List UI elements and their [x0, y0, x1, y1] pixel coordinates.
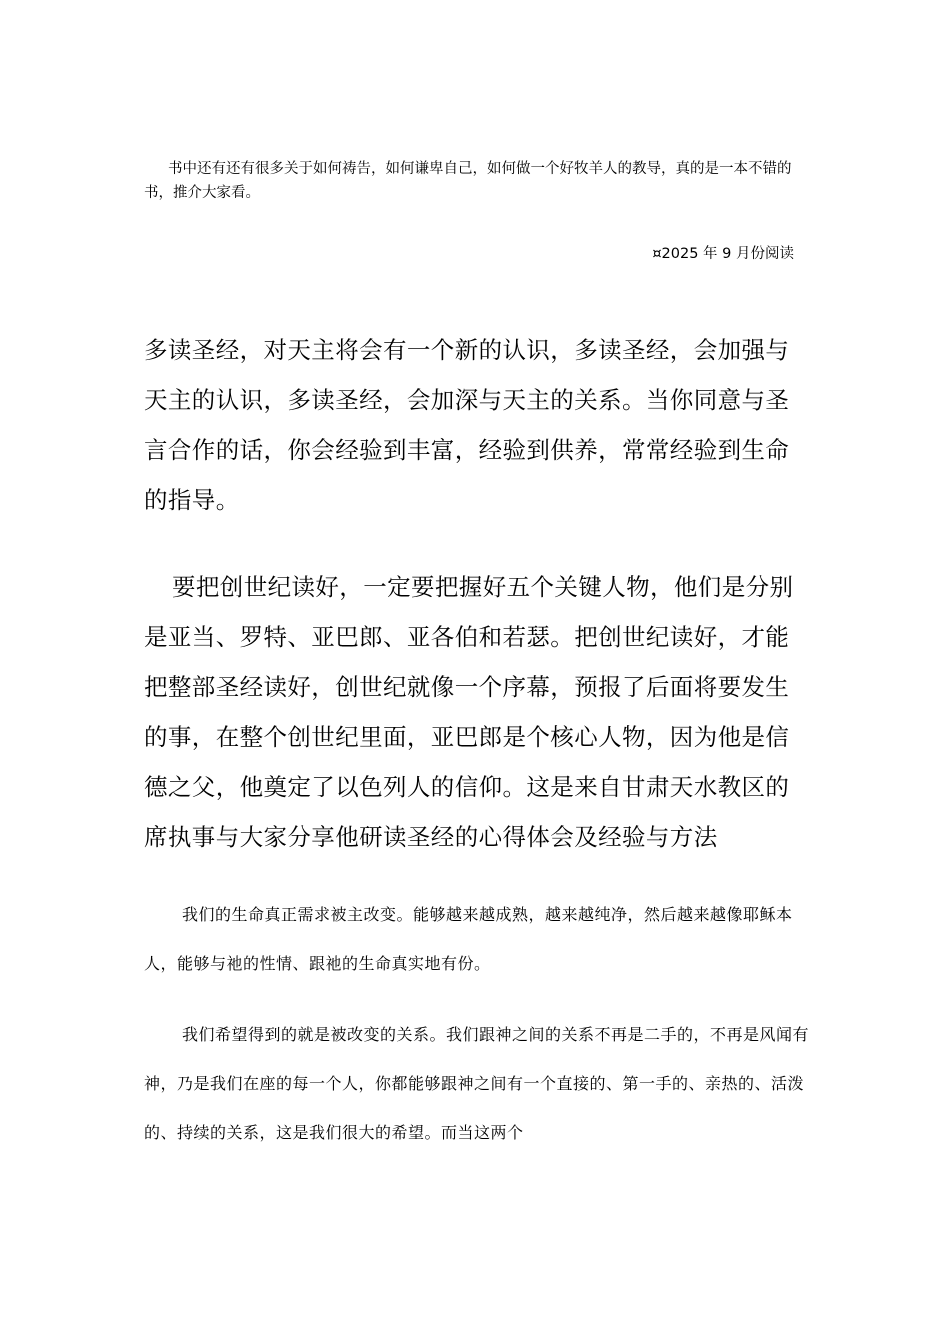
paragraph-life-changed: 我们的生命真正需求被主改变。能够越来越成熟，越来越纯净，然后越来越像耶稣本人，能够与祂的性情、跟祂的生命真实地有份。: [144, 905, 793, 973]
paragraph-book-recommendation: 书中还有还有很多关于如何祷告，如何谦卑自己，如何做一个好牧羊人的教导，真的是一本不错的书，推介大家看。: [144, 161, 792, 201]
paragraph-read-bible: 多读圣经，对天主将会有一个新的认识，多读圣经，会加强与天主的认识，多读圣经，会加深与天主的关系。当你同意与圣言合作的话，你会经验到丰富，经验到供养，常常经验到生命的指导。: [144, 336, 790, 514]
paragraph-changed-relationship: 我们希望得到的就是被改变的关系。我们跟神之间的关系不再是二手的，不再是风闻有神，乃是我们在座的每一个人，你都能够跟神之间有一个直接的、第一手的、亲热的、活泼的、持续的关系，这是我们很大的希望。而当这两个: [144, 1025, 810, 1142]
paragraph-genesis: 要把创世纪读好，一定要把握好五个关键人物，他们是分别是亚当、罗特、亚巴郎、亚各伯和若瑟。把创世纪读好，才能把整部圣经读好，创世纪就像一个序幕，预报了后面将要发生的事，在整个创世纪里面，亚巴郎是个核心人物，因为他是信德之父，他奠定了以色列人的信仰。这是来自甘肃天水教区的席执事与大家分享他研读圣经的心得体会及经验与方法: [144, 573, 794, 851]
reading-date-note: ¤2025 年 9 月份阅读: [652, 246, 794, 262]
